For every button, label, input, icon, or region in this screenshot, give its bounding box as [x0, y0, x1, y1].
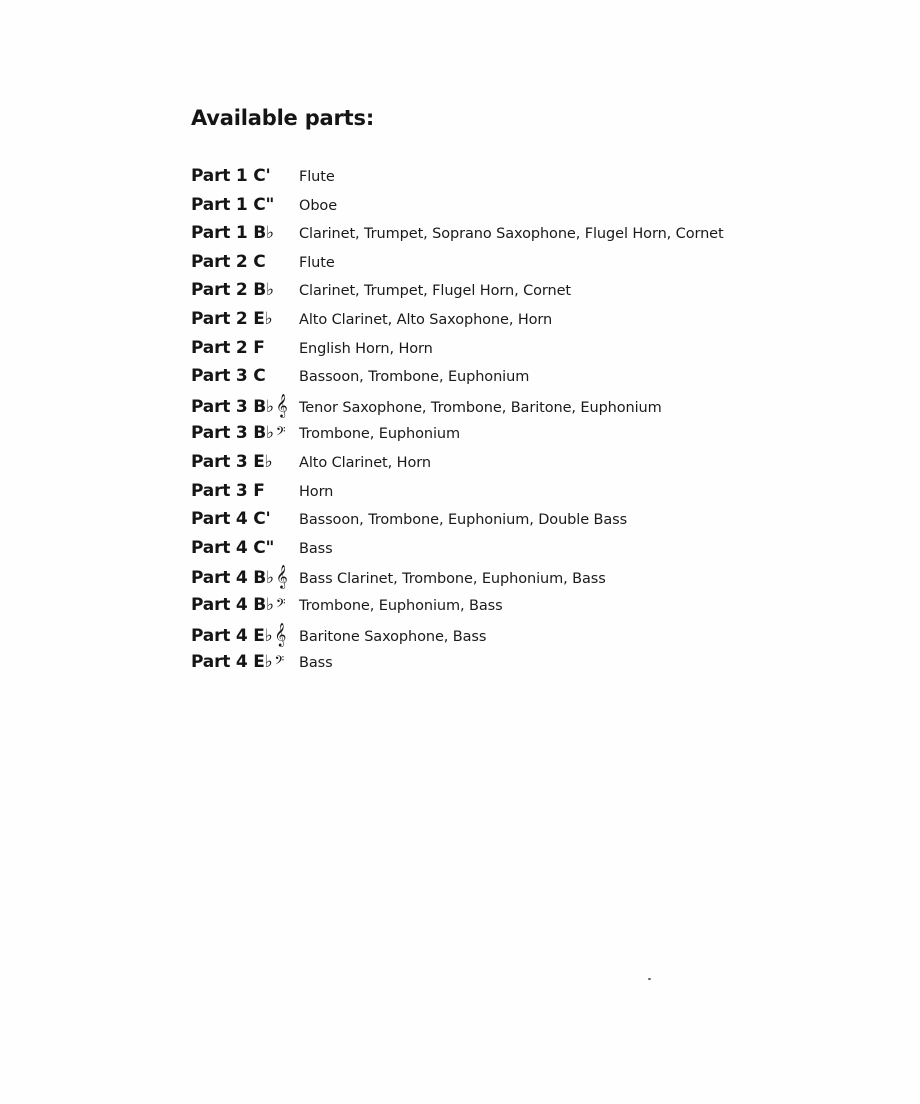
part-instruments: Alto Clarinet, Horn: [299, 454, 431, 471]
part-name: Part 2 B♭: [191, 280, 274, 301]
part-instruments: Tenor Saxophone, Trombone, Baritone, Euphonium: [299, 399, 662, 416]
part-name: Part 4 E♭ 𝄢: [191, 652, 284, 673]
part-row: [191, 252, 831, 281]
part-name: Part 4 E♭ 𝄞: [191, 621, 287, 646]
part-name: Part 4 B♭ 𝄞: [191, 564, 288, 589]
bass-clef-icon: 𝄢: [275, 424, 286, 443]
part-row: [191, 366, 831, 395]
part-instruments: Clarinet, Trumpet, Flugel Horn, Cornet: [299, 283, 571, 300]
part-row: [191, 538, 831, 567]
part-name: Part 3 B♭ 𝄞: [191, 392, 288, 417]
part-instruments: Oboe: [299, 197, 338, 214]
bass-clef-icon: 𝄢: [275, 595, 286, 614]
part-row: [191, 481, 831, 510]
part-name: Part 1 B♭: [191, 223, 274, 244]
treble-clef-icon: 𝄞: [275, 564, 288, 589]
part-instruments: Bass: [299, 540, 333, 557]
part-row: [191, 392, 831, 424]
part-row: [191, 338, 831, 367]
part-row: [191, 652, 831, 681]
scan-speck: [648, 978, 651, 980]
treble-clef-icon: 𝄞: [275, 392, 288, 417]
part-row: [191, 223, 831, 252]
treble-clef-icon: 𝄞: [274, 621, 287, 646]
part-instruments: Horn: [299, 483, 334, 500]
part-instruments: Alto Clarinet, Alto Saxophone, Horn: [299, 311, 553, 328]
part-row: [191, 621, 831, 653]
part-row: [191, 280, 831, 309]
part-row: [191, 595, 831, 624]
part-instruments: Bass: [299, 655, 333, 672]
part-name: Part 4 C': [191, 509, 271, 530]
part-name: Part 2 E♭: [191, 308, 273, 329]
part-name: Part 4 B♭ 𝄢: [191, 594, 286, 615]
part-row: [191, 452, 831, 481]
part-row: [191, 309, 831, 338]
part-instruments: Bass Clarinet, Trombone, Euphonium, Bass: [299, 571, 606, 588]
part-instruments: Clarinet, Trumpet, Soprano Saxophone, Flugel Horn, Cornet: [299, 226, 724, 243]
part-instruments: Bassoon, Trombone, Euphonium: [299, 369, 530, 386]
part-name: Part 1 C": [191, 194, 275, 215]
part-row: [191, 566, 831, 595]
part-name: Part 4 C": [191, 537, 275, 558]
parts-list: [191, 166, 831, 681]
part-instruments: Baritone Saxophone, Bass: [299, 628, 487, 645]
part-instruments: Trombone, Euphonium: [299, 426, 461, 443]
part-instruments: Bassoon, Trombone, Euphonium, Double Bass: [299, 512, 628, 529]
part-instruments: Flute: [299, 254, 335, 271]
part-name: Part 3 F: [191, 480, 265, 501]
part-name: Part 3 E♭: [191, 451, 273, 472]
part-name: Part 3 B♭ 𝄢: [191, 423, 286, 444]
part-row: [191, 195, 831, 224]
part-instruments: English Horn, Horn: [299, 340, 433, 357]
page-heading: Available parts:: [191, 106, 375, 130]
part-name: Part 2 C: [191, 251, 266, 272]
part-name: Part 2 F: [191, 337, 265, 358]
part-name: Part 3 C: [191, 366, 266, 387]
part-row: [191, 509, 831, 538]
part-instruments: Flute: [299, 169, 335, 185]
part-row: [191, 166, 831, 195]
part-name: Part 1 C': [191, 166, 271, 186]
part-row: [191, 423, 831, 452]
part-instruments: Trombone, Euphonium, Bass: [299, 597, 503, 614]
bass-clef-icon: 𝄢: [274, 653, 284, 672]
